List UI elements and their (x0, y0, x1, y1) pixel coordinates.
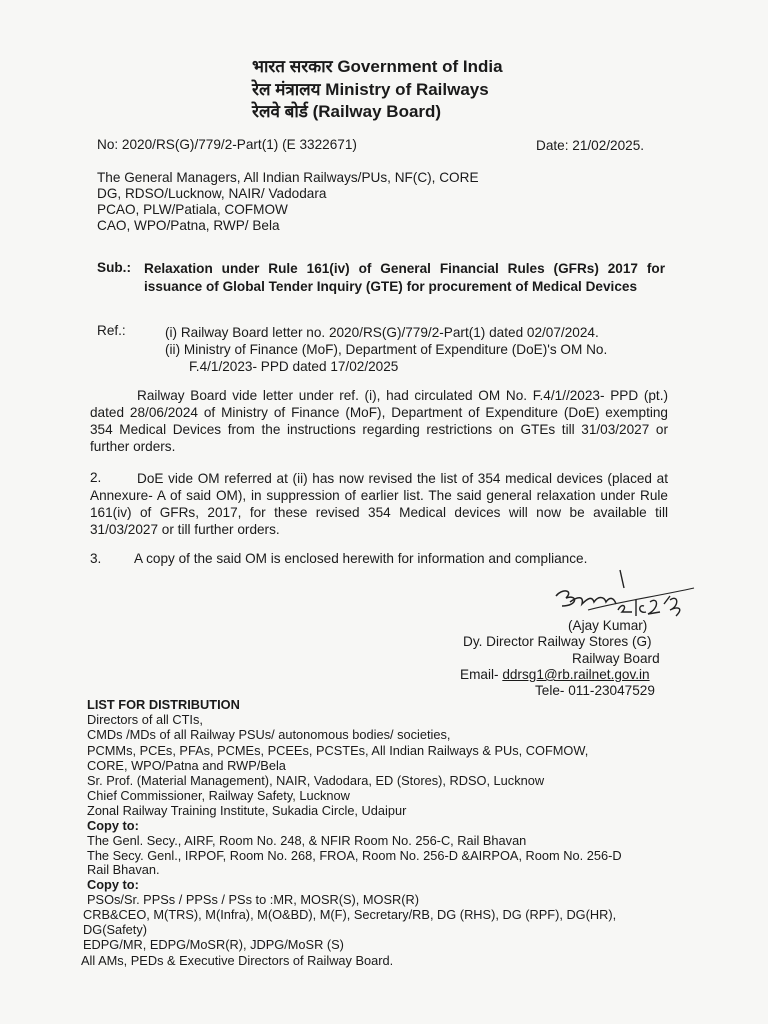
header-line-2 (252, 79, 489, 100)
copy-to-line: The Genl. Secy., AIRF, Room No. 248, & NFIR Room No. 256-C, Rail Bhavan (87, 833, 527, 848)
paragraph-3: A copy of the said OM is enclosed herewith for information and compliance. (134, 551, 588, 566)
copy-to-line: Rail Bhavan. (87, 862, 160, 877)
header-hindi-1: भारत सरकार (252, 57, 333, 76)
subject-label: Sub.: (97, 260, 131, 275)
copy-to-title-2: Copy to: (87, 877, 139, 892)
signatory-office: Railway Board (572, 651, 660, 666)
paragraph-2: DoE vide OM referred at (ii) has now revised the list of 354 medical devices (placed at Annexure- A of said OM), in suppression of earlier list. The said general relaxation under Rule 161(iv) of GFRs, 2017, for these revised 354 Medical devices will now be available till 31/03/2027 or till further orders. (90, 471, 668, 537)
header-en-1: Government of India (337, 57, 503, 76)
distribution-line: CORE, WPO/Patna and RWP/Bela (87, 758, 286, 773)
header-hindi-2: रेल मंत्रालय (252, 80, 321, 99)
header-line-3 (252, 101, 441, 122)
paragraph-3-number: 3. (90, 551, 102, 566)
reference-label: Ref.: (97, 323, 126, 338)
distribution-line: Zonal Railway Training Institute, Sukadia Circle, Udaipur (87, 803, 407, 818)
copy-to-line: CRB&CEO, M(TRS), M(Infra), M(O&BD), M(F), Secretary/RB, DG (RHS), DG (RPF), DG(HR), (83, 907, 617, 922)
distribution-line: Chief Commissioner, Railway Safety, Lucknow (87, 788, 350, 803)
header-en-3: (Railway Board) (312, 102, 442, 121)
header-en-2: Ministry of Railways (325, 80, 489, 99)
paragraph-2-number: 2. (90, 470, 102, 485)
subject-text: Relaxation under Rule 161(iv) of General Financial Rules (GFRs) 2017 for issuance of Global Tender Inquiry (GTE) for procurement of Medical Devices (144, 261, 665, 294)
signatory-name: (Ajay Kumar) (568, 618, 648, 633)
addressee-line: The General Managers, All Indian Railways/PUs, NF(C), CORE (97, 170, 479, 185)
letter-date: Date: 21/02/2025. (536, 138, 645, 153)
header-line-1 (252, 56, 503, 77)
copy-to-line: All AMs, PEDs & Executive Directors of Railway Board. (81, 953, 394, 968)
distribution-line: Directors of all CTIs, (87, 712, 203, 727)
copy-to-line: DG(Safety) (83, 922, 147, 937)
distribution-line: CMDs /MDs of all Railway PSUs/ autonomous bodies/ societies, (87, 727, 451, 742)
signatory-email-line (460, 667, 650, 684)
copy-to-line: PSOs/Sr. PPSs / PPSs / PSs to :MR, MOSR(S), MOSR(R) (87, 892, 420, 907)
reference-item: (i) Railway Board letter no. 2020/RS(G)/779/2-Part(1) dated 02/07/2024. (165, 325, 599, 340)
signatory-tele: Tele- 011-23047529 (535, 683, 655, 698)
addressee-line: DG, RDSO/Lucknow, NAIR/ Vadodara (97, 186, 327, 201)
email-link[interactable]: ddrsg1@rb.railnet.gov.in (502, 667, 650, 682)
header-hindi-3: रेलवे बोर्ड (252, 102, 308, 121)
signatory-designation: Dy. Director Railway Stores (G) (463, 634, 652, 649)
copy-to-line: The Secy. Genl., IRPOF, Room No. 268, FROA, Room No. 256-D &AIRPOA, Room No. 256-D (87, 848, 622, 863)
distribution-line: PCMMs, PCEs, PFAs, PCMEs, PCEEs, PCSTEs, All Indian Railways & PUs, COFMOW, (87, 743, 589, 758)
handwritten-signature (548, 566, 698, 626)
email-label: Email- (460, 667, 499, 682)
addressee-line: PCAO, PLW/Patiala, COFMOW (97, 202, 288, 217)
copy-to-title-1: Copy to: (87, 818, 139, 833)
letter-number: No: 2020/RS(G)/779/2-Part(1) (E 3322671) (97, 137, 357, 152)
addressee-line: CAO, WPO/Patna, RWP/ Bela (97, 218, 280, 233)
distribution-title: LIST FOR DISTRIBUTION (87, 697, 240, 712)
paragraph-1: Railway Board vide letter under ref. (i), had circulated OM No. F.4/1//2023- PPD (pt.) dated 28/06/2024 of Ministry of Finance (MoF), Department of Expenditure (DoE) exempting 354 Medical Devices from the instructions regarding restrictions on GTEs till 31/03/2027 or further orders. (90, 388, 668, 454)
reference-item: F.4/1/2023- PPD dated 17/02/2025 (189, 359, 399, 374)
reference-item: (ii) Ministry of Finance (MoF), Department of Expenditure (DoE)'s OM No. (165, 342, 608, 357)
copy-to-line: EDPG/MR, EDPG/MoSR(R), JDPG/MoSR (S) (83, 937, 344, 952)
distribution-line: Sr. Prof. (Material Management), NAIR, Vadodara, ED (Stores), RDSO, Lucknow (87, 773, 545, 788)
